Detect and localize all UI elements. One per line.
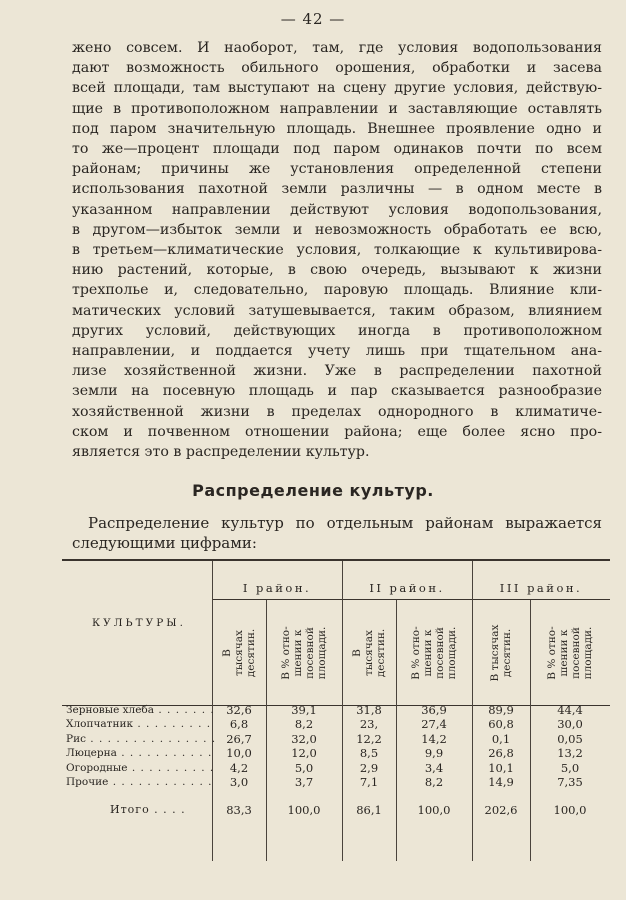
table-cell: 32,6 [226, 703, 252, 717]
total-cell: 202,6 [484, 803, 518, 817]
table-cell: 36,9 [421, 703, 447, 717]
sub-header-thousands: В тысячах десятин. [489, 624, 513, 682]
text-line: матических условий затушевывается, таким образом, влиянием [72, 302, 602, 319]
total-cell: 100,0 [553, 803, 587, 817]
table-cell: 9,9 [424, 746, 444, 761]
text-line: то же—процент площади под паром одинаков почти по всем [72, 141, 602, 158]
table-cell: 4,2 [229, 760, 249, 775]
total-cell: 100,0 [417, 803, 451, 817]
region-header-2: II район. [369, 581, 445, 595]
text-line: указанном направлении действуют условия водопользования, [72, 201, 602, 218]
text-line: всей площади, там выступают на сцену другие условия, действую- [72, 80, 602, 97]
table-cell: 10,1 [488, 760, 514, 775]
table-cell: 8,2 [424, 775, 444, 789]
table-cell: 5,0 [560, 760, 580, 775]
table-cell: 8,5 [359, 746, 379, 761]
text-line: является это в распределении культур. [72, 444, 370, 461]
table-row-label: Рис . . . [66, 732, 216, 746]
table-cell: 44,4 [557, 703, 583, 717]
culture-column-header: КУЛЬТУРЫ. [92, 617, 186, 629]
sub-header-thousands: В тысячах десятин. [221, 628, 257, 678]
text-line: щие в противоположном направлении и заставляющие оставлять [72, 100, 602, 117]
table-row-label: Хлопчатник . . . [66, 717, 216, 731]
text-line: в третьем—климатические условия, толкающие к культивирова- [72, 242, 602, 259]
table-cell: 30,0 [557, 717, 583, 732]
table-row-label: Огородные . . . [66, 761, 216, 775]
table-row-label: Люцерна . . . [66, 746, 216, 760]
total-label: Итого . . . [110, 803, 186, 816]
table-cell: 89,9 [488, 703, 514, 717]
table-cell: 2,9 [359, 760, 379, 775]
table-top-rule [62, 559, 610, 561]
table-cell: 12,0 [291, 746, 317, 761]
table-cell: 14,2 [421, 731, 447, 746]
text-line: в другом—избыток земли и невозможность обработать ее всю, [72, 221, 602, 238]
total-cell: 100,0 [287, 803, 321, 817]
region-header-rule [212, 599, 610, 600]
table-cell: 13,2 [557, 746, 583, 761]
table-cell: 5,0 [294, 760, 314, 775]
text-line: хозяйственной жизни в пределах однородного в климатиче- [72, 403, 602, 420]
table-cell: 14,9 [488, 775, 514, 789]
table-cell: 23, [359, 717, 379, 732]
table-cell: 26,7 [226, 731, 252, 746]
text-line: дают возможность обильного орошения, обработки и засева [72, 60, 602, 77]
page-number: — 42 — [280, 10, 346, 28]
text-line: Распределение культур по отдельным районам выражается [88, 514, 602, 532]
region-header-1: I район. [242, 581, 312, 595]
total-cell: 86,1 [356, 803, 382, 817]
table-cell: 3,4 [424, 760, 444, 775]
intro-paragraph [72, 513, 602, 553]
text-line: жено совсем. И наоборот, там, где условия водопользования [72, 40, 602, 56]
cultures-table [62, 559, 610, 865]
table-cell: 8,2 [294, 717, 314, 732]
table-cell: 7,35 [557, 775, 583, 789]
sub-header-percent: В % отно- шении к посевной площади. [410, 626, 458, 680]
table-cell: 32,0 [291, 731, 317, 746]
sub-header-percent: В % отно- шении к посевной площади. [280, 626, 328, 680]
table-cell: 6,8 [229, 717, 249, 732]
text-line: других условий, действующих иногда в противоположном [72, 322, 602, 339]
table-cell: 7,1 [359, 775, 379, 789]
text-line: ском и почвенном отношении района; еще более ясно про- [72, 423, 602, 440]
text-line: районам; причины же установления определенной степени [72, 161, 602, 178]
table-cell: 12,2 [356, 731, 382, 746]
table-cell: 39,1 [291, 703, 317, 717]
text-line: использования пахотной земли различны — в одном месте в [72, 181, 602, 198]
table-cell: 31,8 [356, 703, 382, 717]
table-cell: 27,4 [421, 717, 447, 732]
body-paragraph [72, 38, 602, 462]
region-header-3: III район. [499, 581, 583, 595]
table-cell: 3,7 [294, 775, 314, 789]
text-line: нию растений, которые, в свою очередь, вызывают к жизни [72, 262, 602, 279]
table-cell: 0,05 [557, 731, 583, 746]
table-cell: 60,8 [488, 717, 514, 732]
table-row-label: Прочие . . . [66, 775, 216, 789]
text-line: трехполье и, следовательно, паровую площадь. Влияние кли- [72, 282, 602, 299]
text-line: лизе хозяйственной жизни. Уже в распределении пахотной [72, 363, 602, 380]
sub-header-percent: В % отно- шении к посевной площади. [546, 626, 594, 680]
text-line: под паром значительную площадь. Внешнее проявление одно и [72, 120, 602, 137]
total-cell: 83,3 [226, 803, 252, 817]
text-line: направлении, и поддается учету лишь при тщательном ана- [72, 343, 602, 360]
section-heading: Распределение культур. [192, 481, 434, 500]
sub-header-thousands: В тысячах десятин. [351, 628, 387, 678]
table-cell: 0,1 [491, 731, 511, 746]
text-line: земли на посевную площадь и пар сказывается разнообразие [72, 383, 602, 400]
text-line: следующими цифрами: [72, 534, 257, 552]
table-cell: 3,0 [229, 775, 249, 789]
table-cell: 26,8 [488, 746, 514, 761]
table-cell: 10,0 [226, 746, 252, 761]
table-row-label: Зерновые хлеба . . . [66, 703, 216, 717]
